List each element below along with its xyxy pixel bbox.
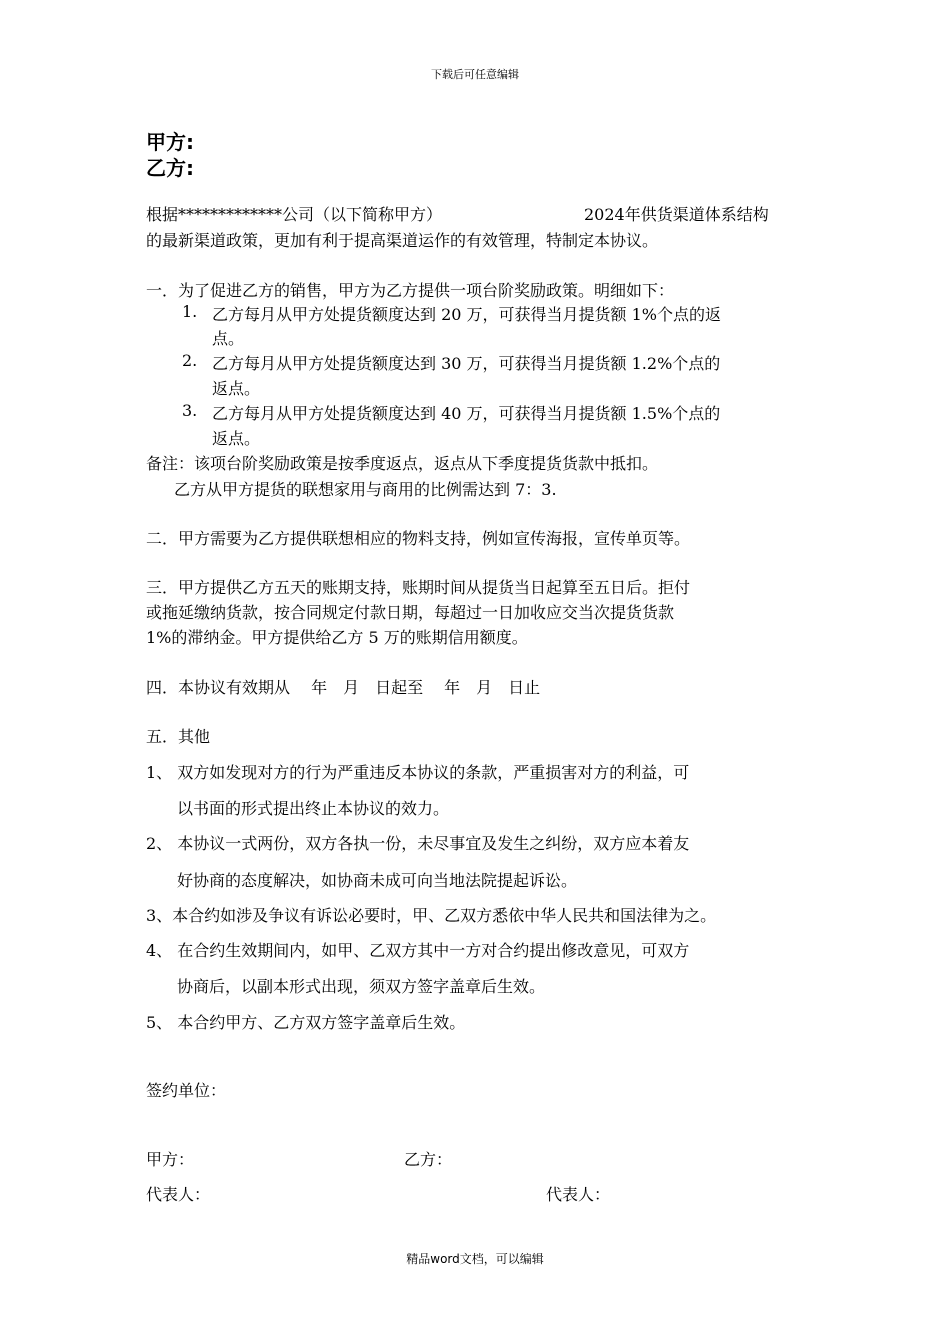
intro-line-2: 的最新渠道政策，更加有利于提高渠道运作的有效管理，特制定本协议。 [146, 231, 659, 250]
sign-representative-a: 代表人： [146, 1185, 211, 1204]
section-5-item-4-cont: 协商后，以副本形式出现，须双方签字盖章后生效。 [177, 977, 546, 996]
list-item-text: 乙方每月从甲方处提货额度达到 20 万，可获得当月提货额 1%个点的返 [212, 305, 722, 324]
signing-title: 签约单位： [146, 1081, 227, 1100]
sign-party-b: 乙方： [404, 1150, 453, 1169]
section-1-title: 一．为了促进乙方的销售，甲方为乙方提供一项台阶奖励政策。明细如下： [146, 281, 675, 300]
section-3-line-1: 三．甲方提供乙方五天的账期支持，账期时间从提货当日起算至五日后。拒付 [146, 578, 691, 597]
list-item-text-cont: 返点。 [212, 429, 261, 448]
intro-line-1-right: 2024年供货渠道体系结构 [584, 205, 769, 224]
party-a-heading: 甲方: [146, 130, 194, 154]
list-item-text: 乙方每月从甲方处提货额度达到 30 万，可获得当月提货额 1.2%个点的 [212, 354, 721, 373]
sign-representative-b: 代表人： [546, 1185, 611, 1204]
page-header: 下载后可任意编辑 [431, 68, 519, 81]
section-5-item-1: 1、 双方如发现对方的行为严重违反本协议的条款，严重损害对方的利益，可 [146, 763, 690, 782]
list-item-number: 3. [182, 401, 198, 420]
section-5-item-5: 5、 本合约甲方、乙方双方签字盖章后生效。 [146, 1013, 466, 1032]
section-1-note-1: 备注：该项台阶奖励政策是按季度返点，返点从下季度提货货款中抵扣。 [146, 454, 659, 473]
list-item-text-cont: 点。 [212, 329, 245, 348]
list-item-number: 2. [182, 351, 198, 370]
section-3-line-2: 或拖延缴纳货款，按合同规定付款日期，每超过一日加收应交当次提货货款 [146, 603, 675, 622]
list-item-number: 1. [182, 302, 198, 321]
section-5-title: 五．其他 [146, 727, 211, 746]
section-5-item-2: 2、 本协议一式两份，双方各执一份，未尽事宜及发生之纠纷，双方应本着友 [146, 834, 690, 853]
section-3-line-3: 1%的滞纳金。甲方提供给乙方 5 万的账期信用额度。 [146, 628, 528, 647]
section-2: 二．甲方需要为乙方提供联想相应的物料支持，例如宣传海报，宣传单页等。 [146, 529, 691, 548]
section-5-item-2-cont: 好协商的态度解决，如协商未成可向当地法院提起诉讼。 [177, 871, 578, 890]
section-1-note-2: 乙方从甲方提货的联想家用与商用的比例需达到 7：3. [174, 480, 557, 499]
intro-line-1-left: 根据*************公司（以下简称甲方） [146, 205, 443, 224]
sign-party-a: 甲方： [146, 1150, 195, 1169]
section-5-item-3: 3、本合约如涉及争议有诉讼必要时，甲、乙双方悉依中华人民共和国法律为之。 [146, 906, 717, 925]
section-5-item-4: 4、 在合约生效期间内，如甲、乙双方其中一方对合约提出修改意见，可双方 [146, 941, 690, 960]
party-b-heading: 乙方: [146, 156, 194, 180]
list-item-text: 乙方每月从甲方处提货额度达到 40 万，可获得当月提货额 1.5%个点的 [212, 404, 721, 423]
list-item-text-cont: 返点。 [212, 379, 261, 398]
section-5-item-1-cont: 以书面的形式提出终止本协议的效力。 [177, 799, 450, 818]
page-footer: 精品word文档，可以编辑 [406, 1252, 544, 1266]
section-4: 四．本协议有效期从 年 月 日起至 年 月 日止 [146, 678, 541, 697]
